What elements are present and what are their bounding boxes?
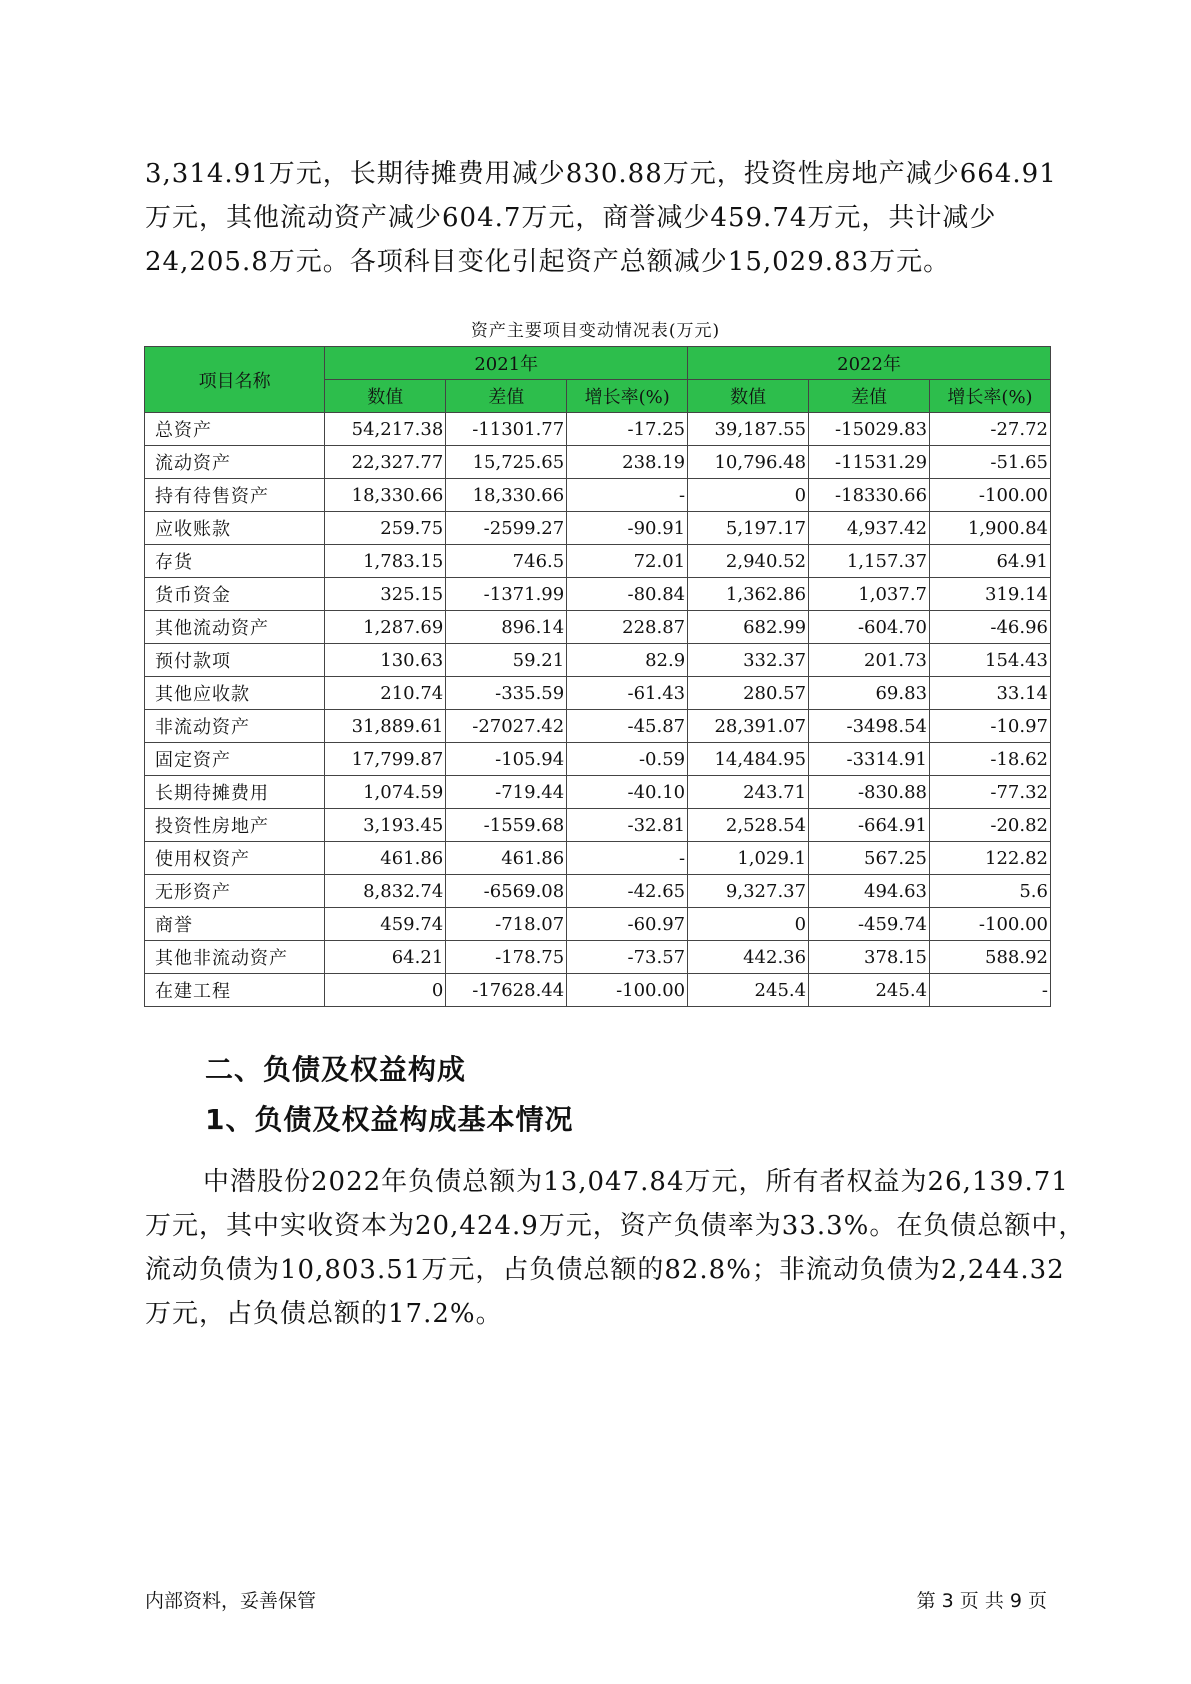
cell-diff-2022: -830.88 — [809, 776, 930, 809]
cell-growth-2021: -73.57 — [567, 941, 688, 974]
intro-line: 24,205.8万元。各项科目变化引起资产总额减少15,029.83万元。 — [145, 247, 951, 277]
cell-value-2021: 210.74 — [325, 677, 446, 710]
cell-diff-2022: 201.73 — [809, 644, 930, 677]
cell-growth-2021: - — [567, 479, 688, 512]
cell-value-2022: 1,362.86 — [688, 578, 809, 611]
cell-growth-2021: 82.9 — [567, 644, 688, 677]
cell-value-2021: 130.63 — [325, 644, 446, 677]
cell-diff-2022: -18330.66 — [809, 479, 930, 512]
cell-diff-2022: 245.4 — [809, 974, 930, 1007]
cell-growth-2022: 1,900.84 — [930, 512, 1051, 545]
header-item-name: 项目名称 — [145, 347, 325, 413]
cell-diff-2022: -459.74 — [809, 908, 930, 941]
cell-diff-2022: 4,937.42 — [809, 512, 930, 545]
cell-value-2021: 31,889.61 — [325, 710, 446, 743]
cell-value-2022: 280.57 — [688, 677, 809, 710]
liability-line: 流动负债为10,803.51万元，占负债总额的82.8%；非流动负债为2,244.32 — [145, 1255, 1065, 1285]
cell-item-name: 商誉 — [145, 908, 325, 941]
intro-line: 万元，其他流动资产减少604.7万元，商誉减少459.74万元，共计减少 — [145, 203, 997, 233]
cell-value-2021: 3,193.45 — [325, 809, 446, 842]
cell-growth-2021: -80.84 — [567, 578, 688, 611]
cell-growth-2021: -90.91 — [567, 512, 688, 545]
footer-confidential-note: 内部资料，妥善保管 — [145, 1590, 317, 1612]
table-row — [145, 875, 1051, 908]
cell-growth-2021: -32.81 — [567, 809, 688, 842]
table-row — [145, 512, 1051, 545]
table-row — [145, 644, 1051, 677]
table-row — [145, 743, 1051, 776]
cell-value-2022: 682.99 — [688, 611, 809, 644]
cell-item-name: 投资性房地产 — [145, 809, 325, 842]
table-row — [145, 446, 1051, 479]
cell-growth-2021: -100.00 — [567, 974, 688, 1007]
cell-item-name: 流动资产 — [145, 446, 325, 479]
cell-growth-2021: -60.97 — [567, 908, 688, 941]
cell-growth-2021: 228.87 — [567, 611, 688, 644]
cell-growth-2022: -27.72 — [930, 413, 1051, 446]
cell-value-2021: 259.75 — [325, 512, 446, 545]
cell-diff-2021: -1371.99 — [446, 578, 567, 611]
cell-growth-2021: -17.25 — [567, 413, 688, 446]
table-row — [145, 710, 1051, 743]
liability-line: 中潜股份2022年负债总额为13,047.84万元，所有者权益为26,139.71 — [203, 1167, 1069, 1197]
liability-line: 万元，其中实收资本为20,424.9万元，资产负债率为33.3%。在负债总额中， — [145, 1211, 1086, 1241]
header-year-2021: 2021年 — [325, 347, 688, 380]
cell-growth-2022: 33.14 — [930, 677, 1051, 710]
cell-value-2021: 1,287.69 — [325, 611, 446, 644]
cell-diff-2021: -27027.42 — [446, 710, 567, 743]
header-growth-2021: 增长率(%) — [567, 380, 688, 413]
cell-diff-2021: -335.59 — [446, 677, 567, 710]
header-value-2022: 数值 — [688, 380, 809, 413]
cell-growth-2022: - — [930, 974, 1051, 1007]
table-row — [145, 413, 1051, 446]
cell-value-2022: 1,029.1 — [688, 842, 809, 875]
cell-growth-2022: 588.92 — [930, 941, 1051, 974]
cell-value-2021: 17,799.87 — [325, 743, 446, 776]
cell-item-name: 总资产 — [145, 413, 325, 446]
table-row — [145, 941, 1051, 974]
cell-value-2022: 9,327.37 — [688, 875, 809, 908]
table-row — [145, 611, 1051, 644]
cell-diff-2021: -719.44 — [446, 776, 567, 809]
table-row — [145, 908, 1051, 941]
cell-growth-2022: 154.43 — [930, 644, 1051, 677]
cell-growth-2022: -77.32 — [930, 776, 1051, 809]
table-row — [145, 776, 1051, 809]
cell-item-name: 预付款项 — [145, 644, 325, 677]
cell-growth-2022: -10.97 — [930, 710, 1051, 743]
header-growth-2022: 增长率(%) — [930, 380, 1051, 413]
cell-item-name: 存货 — [145, 545, 325, 578]
header-value-2021: 数值 — [325, 380, 446, 413]
cell-diff-2022: 567.25 — [809, 842, 930, 875]
section-heading: 二、负债及权益构成 — [205, 1053, 467, 1086]
intro-line: 3,314.91万元，长期待摊费用减少830.88万元，投资性房地产减少664.91 — [145, 159, 1057, 189]
cell-diff-2022: 1,157.37 — [809, 545, 930, 578]
cell-value-2022: 39,187.55 — [688, 413, 809, 446]
cell-value-2021: 0 — [325, 974, 446, 1007]
cell-item-name: 无形资产 — [145, 875, 325, 908]
cell-value-2021: 325.15 — [325, 578, 446, 611]
cell-value-2021: 64.21 — [325, 941, 446, 974]
cell-value-2022: 2,528.54 — [688, 809, 809, 842]
cell-growth-2021: -40.10 — [567, 776, 688, 809]
cell-growth-2022: -100.00 — [930, 479, 1051, 512]
asset-change-table — [144, 346, 1051, 1007]
cell-diff-2022: -11531.29 — [809, 446, 930, 479]
cell-item-name: 其他应收款 — [145, 677, 325, 710]
table-row — [145, 545, 1051, 578]
cell-growth-2022: 319.14 — [930, 578, 1051, 611]
cell-growth-2022: -46.96 — [930, 611, 1051, 644]
cell-growth-2022: -100.00 — [930, 908, 1051, 941]
cell-value-2022: 28,391.07 — [688, 710, 809, 743]
cell-value-2021: 18,330.66 — [325, 479, 446, 512]
cell-growth-2021: -0.59 — [567, 743, 688, 776]
footer-page-number: 第 3 页 共 9 页 — [916, 1590, 1047, 1612]
cell-growth-2022: -20.82 — [930, 809, 1051, 842]
cell-item-name: 非流动资产 — [145, 710, 325, 743]
cell-diff-2021: -6569.08 — [446, 875, 567, 908]
cell-diff-2022: -604.70 — [809, 611, 930, 644]
table-row — [145, 578, 1051, 611]
cell-growth-2021: -61.43 — [567, 677, 688, 710]
cell-value-2021: 461.86 — [325, 842, 446, 875]
cell-diff-2021: 18,330.66 — [446, 479, 567, 512]
cell-diff-2022: -3314.91 — [809, 743, 930, 776]
intro-paragraph — [145, 152, 1057, 284]
cell-growth-2021: -45.87 — [567, 710, 688, 743]
cell-diff-2021: -2599.27 — [446, 512, 567, 545]
liability-line: 万元，占负债总额的17.2%。 — [145, 1299, 503, 1329]
cell-growth-2022: -51.65 — [930, 446, 1051, 479]
cell-growth-2021: -42.65 — [567, 875, 688, 908]
cell-item-name: 在建工程 — [145, 974, 325, 1007]
header-diff-2021: 差值 — [446, 380, 567, 413]
cell-value-2021: 459.74 — [325, 908, 446, 941]
table-caption: 资产主要项目变动情况表(万元) — [470, 321, 721, 341]
cell-item-name: 持有待售资产 — [145, 479, 325, 512]
cell-diff-2022: 378.15 — [809, 941, 930, 974]
cell-growth-2022: 5.6 — [930, 875, 1051, 908]
cell-diff-2022: 494.63 — [809, 875, 930, 908]
cell-value-2021: 1,783.15 — [325, 545, 446, 578]
cell-value-2021: 1,074.59 — [325, 776, 446, 809]
cell-value-2022: 14,484.95 — [688, 743, 809, 776]
subsection-heading: 1、负债及权益构成基本情况 — [205, 1103, 574, 1136]
cell-diff-2021: 896.14 — [446, 611, 567, 644]
cell-diff-2021: 59.21 — [446, 644, 567, 677]
cell-diff-2021: 746.5 — [446, 545, 567, 578]
cell-item-name: 其他非流动资产 — [145, 941, 325, 974]
cell-diff-2022: 69.83 — [809, 677, 930, 710]
cell-value-2021: 8,832.74 — [325, 875, 446, 908]
cell-value-2022: 10,796.48 — [688, 446, 809, 479]
liability-paragraph — [145, 1160, 1086, 1336]
header-diff-2022: 差值 — [809, 380, 930, 413]
cell-value-2022: 2,940.52 — [688, 545, 809, 578]
cell-item-name: 使用权资产 — [145, 842, 325, 875]
table-row — [145, 974, 1051, 1007]
cell-value-2022: 0 — [688, 479, 809, 512]
cell-value-2022: 243.71 — [688, 776, 809, 809]
cell-diff-2022: -3498.54 — [809, 710, 930, 743]
cell-diff-2022: -664.91 — [809, 809, 930, 842]
table-row — [145, 809, 1051, 842]
cell-value-2022: 332.37 — [688, 644, 809, 677]
cell-growth-2022: 122.82 — [930, 842, 1051, 875]
cell-growth-2021: - — [567, 842, 688, 875]
cell-item-name: 应收账款 — [145, 512, 325, 545]
cell-diff-2021: -1559.68 — [446, 809, 567, 842]
table-body — [145, 413, 1051, 1007]
cell-value-2022: 442.36 — [688, 941, 809, 974]
cell-diff-2021: 461.86 — [446, 842, 567, 875]
cell-diff-2022: -15029.83 — [809, 413, 930, 446]
cell-diff-2022: 1,037.7 — [809, 578, 930, 611]
cell-growth-2022: 64.91 — [930, 545, 1051, 578]
header-year-2022: 2022年 — [688, 347, 1051, 380]
cell-diff-2021: -17628.44 — [446, 974, 567, 1007]
cell-growth-2021: 238.19 — [567, 446, 688, 479]
cell-item-name: 固定资产 — [145, 743, 325, 776]
cell-item-name: 其他流动资产 — [145, 611, 325, 644]
table-row — [145, 677, 1051, 710]
cell-item-name: 长期待摊费用 — [145, 776, 325, 809]
cell-item-name: 货币资金 — [145, 578, 325, 611]
table-row — [145, 842, 1051, 875]
cell-value-2022: 0 — [688, 908, 809, 941]
cell-growth-2021: 72.01 — [567, 545, 688, 578]
cell-value-2021: 54,217.38 — [325, 413, 446, 446]
cell-diff-2021: -718.07 — [446, 908, 567, 941]
cell-value-2022: 245.4 — [688, 974, 809, 1007]
cell-diff-2021: 15,725.65 — [446, 446, 567, 479]
cell-growth-2022: -18.62 — [930, 743, 1051, 776]
cell-value-2022: 5,197.17 — [688, 512, 809, 545]
cell-diff-2021: -178.75 — [446, 941, 567, 974]
cell-diff-2021: -11301.77 — [446, 413, 567, 446]
cell-value-2021: 22,327.77 — [325, 446, 446, 479]
table-row — [145, 479, 1051, 512]
cell-diff-2021: -105.94 — [446, 743, 567, 776]
